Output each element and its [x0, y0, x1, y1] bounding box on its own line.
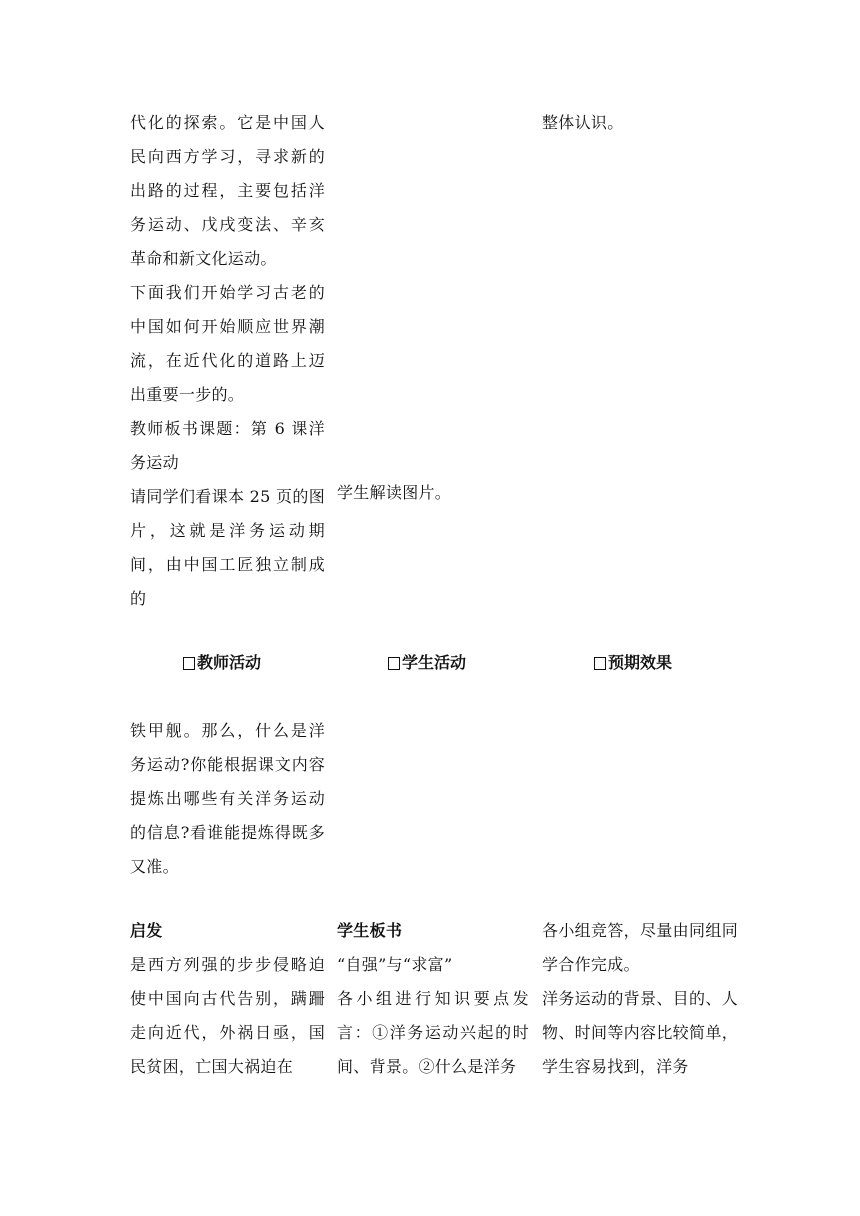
- header-teacher-label: 教师活动: [197, 653, 262, 672]
- header-expected-effect: [594, 646, 672, 680]
- section3-teacher-column: [130, 914, 325, 1084]
- section1-teacher-column: [130, 106, 325, 616]
- header-teacher-activity: [183, 646, 261, 680]
- section1-effect-column: [542, 106, 738, 140]
- section3-student-column: [337, 914, 529, 1084]
- effect-paragraph: 洋务运动的背景、目的、人物、时间等内容比较简单，学生容易找到，洋务: [542, 989, 738, 1076]
- section3-effect-column: [542, 914, 738, 1084]
- teacher-paragraph: 请同学们看课本 25 页的图片，这就是洋务运动期间，由中国工匠独立制成的: [130, 487, 325, 608]
- teacher-paragraph: 是西方列强的步步侵略迫使中国向古代告别，蹒跚走向近代，外祸日亟，国民贫困，亡国大祸迫在: [130, 955, 325, 1076]
- header-student-label: 学生活动: [402, 653, 467, 672]
- section1-student-column: [337, 476, 529, 510]
- header-student-activity: [388, 646, 466, 680]
- effect-paragraph: 各小组竞答，尽量由同组同学合作完成。: [542, 921, 738, 974]
- teacher-paragraph: 下面我们开始学习古老的中国如何开始顺应世界潮流，在近代化的道路上迈出重要一步的。: [130, 283, 325, 404]
- student-paragraph: 各小组进行知识要点发言：①洋务运动兴起的时间、背景。②什么是洋务: [337, 989, 529, 1076]
- student-paragraph: 学生解读图片。: [337, 483, 452, 502]
- student-paragraph: “自强”与“求富”: [337, 955, 453, 974]
- effect-paragraph: 整体认识。: [542, 113, 624, 132]
- checkbox-square-icon: [388, 657, 400, 670]
- teacher-paragraph: 铁甲舰。那么，什么是洋务运动?你能根据课文内容提炼出哪些有关洋务运动的信息?看谁能提炼得既多又准。: [130, 721, 325, 876]
- header-effect-label: 预期效果: [608, 653, 673, 672]
- checkbox-square-icon: [183, 657, 195, 670]
- section2-teacher-column: [130, 714, 325, 884]
- teacher-heading: 启发: [130, 921, 163, 940]
- teacher-paragraph: 代化的探索。它是中国人民向西方学习，寻求新的出路的过程，主要包括洋务运动、戊戌变法、辛亥革命和新文化运动。: [130, 113, 325, 268]
- table-header-row: [0, 646, 860, 680]
- checkbox-square-icon: [594, 657, 606, 670]
- teacher-paragraph: 教师板书课题：第 6 课洋务运动: [130, 419, 325, 472]
- student-heading: 学生板书: [337, 921, 403, 940]
